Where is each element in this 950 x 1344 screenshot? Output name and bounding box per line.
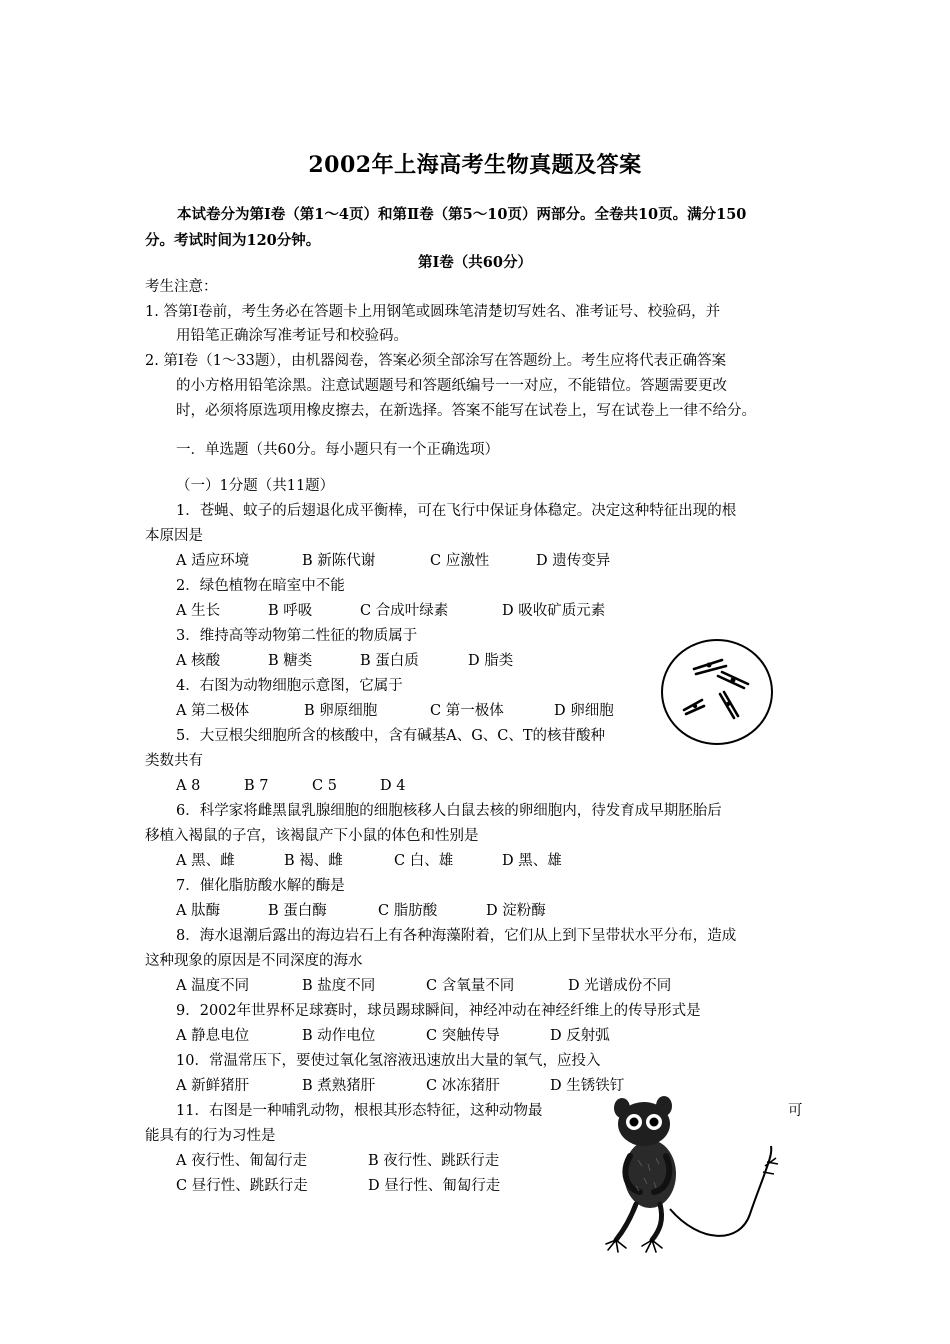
question-5-line-2: 类数共有 <box>145 753 203 769</box>
question-7: 7．催化脂肪酸水解的酶是 <box>176 878 345 894</box>
q6-option-a: A 黑、雌 <box>176 853 235 869</box>
q11-option-d: D 昼行性、匍匐行走 <box>368 1178 501 1194</box>
question-11-options-row-2 <box>176 1176 500 1196</box>
question-11-options-row-1 <box>176 1151 499 1171</box>
question-9-options <box>176 1026 610 1046</box>
question-2: 2．绿色植物在暗室中不能 <box>176 578 345 594</box>
subpart1-heading: （一）1分题（共11题） <box>176 478 335 494</box>
q7-option-d: D 淀粉酶 <box>486 903 546 919</box>
question-6-line-2: 移植入褐鼠的子宫，该褐鼠产下小鼠的体色和性别是 <box>145 828 479 844</box>
q1-option-a: A 适应环境 <box>176 553 250 569</box>
q2-option-d: D 吸收矿质元素 <box>502 603 606 619</box>
question-10-options <box>176 1076 624 1096</box>
intro-line-2: 分。考试时间为120分钟。 <box>145 232 321 249</box>
q9-option-b: B 动作电位 <box>302 1028 376 1044</box>
question-4: 4．右图为动物细胞示意图，它属于 <box>176 678 403 694</box>
question-1-line-2: 本原因是 <box>145 528 203 544</box>
q6-option-c: C 白、雄 <box>394 853 454 869</box>
q9-option-c: C 突触传导 <box>426 1028 500 1044</box>
q3-option-b: B 糖类 <box>268 653 313 669</box>
q7-option-c: C 脂肪酸 <box>378 903 438 919</box>
q10-option-d: D 生锈铁钉 <box>550 1078 625 1094</box>
q9-option-d: D 反射弧 <box>550 1028 610 1044</box>
q3-option-a: A 核酸 <box>176 653 221 669</box>
question-1-options <box>176 551 610 571</box>
question-5-line-1: 5．大豆根尖细胞所含的核酸中，含有碱基A、G、C、T的核苷酸种 <box>176 728 606 744</box>
question-4-options <box>176 701 614 721</box>
q3-option-d: D 脂类 <box>468 653 514 669</box>
q6-option-d: D 黑、雄 <box>502 853 562 869</box>
notice-item-2-line-1: 2. 第Ⅰ卷（1～33题），由机器阅卷，答案必须全部涂写在答题纷上。考生应将代表正确答案 <box>145 353 727 369</box>
question-3-options <box>176 651 513 671</box>
question-6-line-1: 6．科学家将雌黑鼠乳腺细胞的细胞核移人白鼠去核的卵细胞内，待发育成早期胚胎后 <box>176 803 722 819</box>
question-11-line-2: 能具有的行为习性是 <box>145 1128 276 1144</box>
notice-item-2-line-3: 时，必须将原选项用橡皮擦去，在新选择。答案不能写在试卷上，写在试卷上一律不给分。 <box>176 403 756 419</box>
section1-heading: 第Ⅰ卷（共60分） <box>418 254 532 271</box>
q4-option-b: B 卵原细胞 <box>304 703 378 719</box>
notice-item-1-line-2: 用铅笔正确涂写准考证号和校验码。 <box>176 328 408 344</box>
page-title: 2002年上海高考生物真题及答案 <box>308 152 642 178</box>
q10-option-c: C 冰冻猪肝 <box>426 1078 500 1094</box>
q8-option-d: D 光谱成份不同 <box>568 978 672 994</box>
mammal-figure <box>600 1094 780 1254</box>
q2-option-c: C 合成叶绿素 <box>360 603 449 619</box>
question-9: 9．2002年世界杯足球赛时，球员踢球瞬间，神经冲动在神经纤维上的传导形式是 <box>176 1003 701 1019</box>
question-3: 3．维持高等动物第二性征的物质属于 <box>176 628 418 644</box>
q2-option-b: B 呼吸 <box>268 603 313 619</box>
q3-option-c: B 蛋白质 <box>360 653 419 669</box>
q11-option-b: B 夜行性、跳跃行走 <box>368 1153 500 1169</box>
q9-option-a: A 静息电位 <box>176 1028 250 1044</box>
q1-option-c: C 应激性 <box>430 553 490 569</box>
q11-option-c: C 昼行性、跳跃行走 <box>176 1178 308 1194</box>
q4-option-a: A 第二极体 <box>176 703 250 719</box>
q4-option-c: C 第一极体 <box>430 703 504 719</box>
question-6-options <box>176 851 562 871</box>
q8-option-b: B 盐度不同 <box>302 978 376 994</box>
q6-option-b: B 褐、雌 <box>284 853 343 869</box>
intro-line-1: 本试卷分为第Ⅰ卷（第1～4页）和第Ⅱ卷（第5～10页）两部分。全卷共10页。满分150 <box>177 206 747 223</box>
notice-item-2-line-2: 的小方格用铅笔涂黑。注意试题题号和答题纸编号一一对应，不能错位。答题需要更改 <box>176 378 727 394</box>
notice-label: 考生注意： <box>145 279 218 295</box>
notice-item-1-line-1: 1. 答第Ⅰ卷前，考生务必在答题卡上用钢笔或圆珠笔清楚切写姓名、准考证号、校验码，并 <box>145 304 721 320</box>
part1-heading: 一．单选题（共60分。每小题只有一个正确选项） <box>176 442 499 458</box>
q4-option-d: D 卵细胞 <box>554 703 614 719</box>
q5-option-d: D 4 <box>380 778 406 794</box>
question-11-line-1a: 11．右图是一种哺乳动物，根根其形态特征，这种动物最 <box>176 1103 543 1119</box>
q10-option-a: A 新鲜猪肝 <box>176 1078 250 1094</box>
q7-option-a: A 肽酶 <box>176 903 221 919</box>
q2-option-a: A 生长 <box>176 603 221 619</box>
question-10: 10．常温常压下，要使过氧化氢溶液迅速放出大量的氧气，应投入 <box>176 1053 601 1069</box>
q8-option-a: A 温度不同 <box>176 978 250 994</box>
q5-option-b: B 7 <box>244 778 269 794</box>
question-7-options <box>176 901 546 921</box>
question-5-options <box>176 776 405 796</box>
q7-option-b: B 蛋白酶 <box>268 903 327 919</box>
question-8-line-2: 这种现象的原因是不同深度的海水 <box>145 953 363 969</box>
q8-option-c: C 含氧量不同 <box>426 978 515 994</box>
q5-option-c: C 5 <box>312 778 337 794</box>
question-8-options <box>176 976 671 996</box>
question-8-line-1: 8．海水退潮后露出的海边岩石上有各种海藻附着，它们从上到下呈带状水平分布，造成 <box>176 928 737 944</box>
q11-option-a: A 夜行性、匍匐行走 <box>176 1153 308 1169</box>
question-11-line-1b: 可 <box>788 1103 803 1119</box>
question-1-line-1: 1．苍蝇、蚊子的后翅退化成平衡棒，可在飞行中保证身体稳定。决定这种特征出现的根 <box>176 503 737 519</box>
q1-option-b: B 新陈代谢 <box>302 553 376 569</box>
q1-option-d: D 遗传变异 <box>536 553 611 569</box>
question-2-options <box>176 601 605 621</box>
cell-diagram-figure <box>658 636 776 748</box>
q10-option-b: B 煮熟猪肝 <box>302 1078 376 1094</box>
q5-option-a: A 8 <box>176 778 201 794</box>
